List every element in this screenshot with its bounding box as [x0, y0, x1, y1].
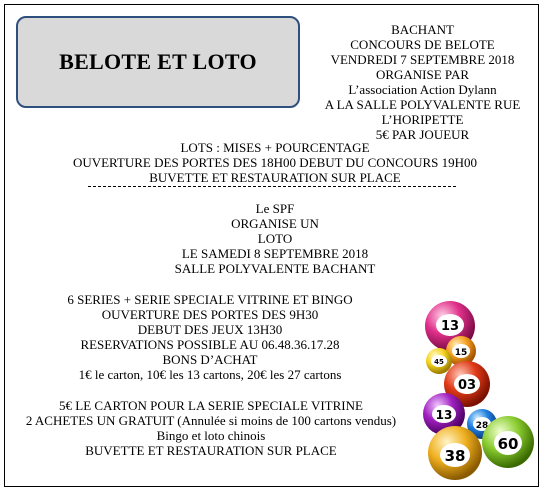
loto-extras: [4, 398, 418, 458]
belote-line: L’association Action Dylann: [348, 82, 497, 97]
loto-intro-line: LE SAMEDI 8 SEPTEMBRE 2018: [181, 246, 369, 261]
ball-45-yellow: [426, 348, 452, 374]
poster-title: BELOTE ET LOTO: [59, 49, 257, 74]
belote-line: L’HORIPETTE: [381, 112, 464, 127]
ball-38-gold: [428, 426, 482, 480]
svg-text:28: 28: [475, 421, 489, 431]
svg-text:38: 38: [444, 447, 466, 465]
loto-intro-line: ORGANISE UN: [231, 216, 319, 231]
svg-text:45: 45: [434, 358, 444, 366]
loto-info-line: BONS D’ACHAT: [162, 352, 258, 367]
ball-60-green: [482, 416, 534, 468]
belote-line: 5€ PAR JOUEUR: [375, 127, 470, 142]
svg-text:13: 13: [440, 319, 460, 334]
loto-info-line: DEBUT DES JEUX 13H30: [137, 322, 283, 337]
belote-line: VENDREDI 7 SEPTEMBRE 2018: [330, 52, 515, 67]
loto-info: [22, 292, 398, 382]
loto-intro-line: SALLE POLYVALENTE BACHANT: [174, 261, 376, 276]
belote-header: [300, 22, 545, 142]
belote-line: BACHANT: [391, 22, 454, 37]
loto-intro-line: Le SPF: [255, 201, 295, 216]
belote-line: ORGANISE PAR: [375, 67, 470, 82]
svg-text:60: 60: [497, 435, 519, 453]
loto-extra-line: BUVETTE ET RESTAURATION SUR PLACE: [85, 443, 337, 458]
belote-line: CONCOURS DE BELOTE: [350, 37, 495, 52]
belote-detail: OUVERTURE DES PORTES DES 18H00 DEBUT DU CONCOURS 19H00: [72, 155, 478, 170]
belote-detail: LOTS : MISES + POURCENTAGE: [180, 140, 370, 155]
loto-intro: [60, 201, 490, 276]
loto-intro-line: LOTO: [257, 231, 293, 246]
svg-text:13: 13: [435, 408, 453, 422]
belote-detail: BUVETTE ET RESTAURATION SUR PLACE: [149, 170, 401, 185]
svg-text:03: 03: [457, 378, 477, 393]
title-box: [16, 16, 300, 108]
lottery-balls-image: [410, 295, 538, 480]
svg-text:15: 15: [454, 348, 468, 358]
loto-extra-line: Bingo et loto chinois: [156, 428, 266, 443]
belote-details: [30, 140, 520, 185]
belote-line: A LA SALLE POLYVALENTE RUE: [324, 97, 521, 112]
loto-info-line: OUVERTURE DES PORTES DES 9H30: [101, 307, 319, 322]
loto-extra-line: 5€ LE CARTON POUR LA SERIE SPECIALE VITRINE: [59, 398, 363, 413]
loto-info-line: 6 SERIES + SERIE SPECIALE VITRINE ET BINGO: [67, 292, 353, 307]
loto-extra-line: 2 ACHETES UN GRATUIT (Annulée si moins de 100 cartons vendus): [25, 413, 397, 428]
loto-info-line: RESERVATIONS POSSIBLE AU 06.48.36.17.28: [80, 337, 340, 352]
separator-line: [88, 186, 456, 187]
loto-info-line: 1€ le carton, 10€ les 13 cartons, 20€ les 27 cartons: [78, 367, 342, 382]
